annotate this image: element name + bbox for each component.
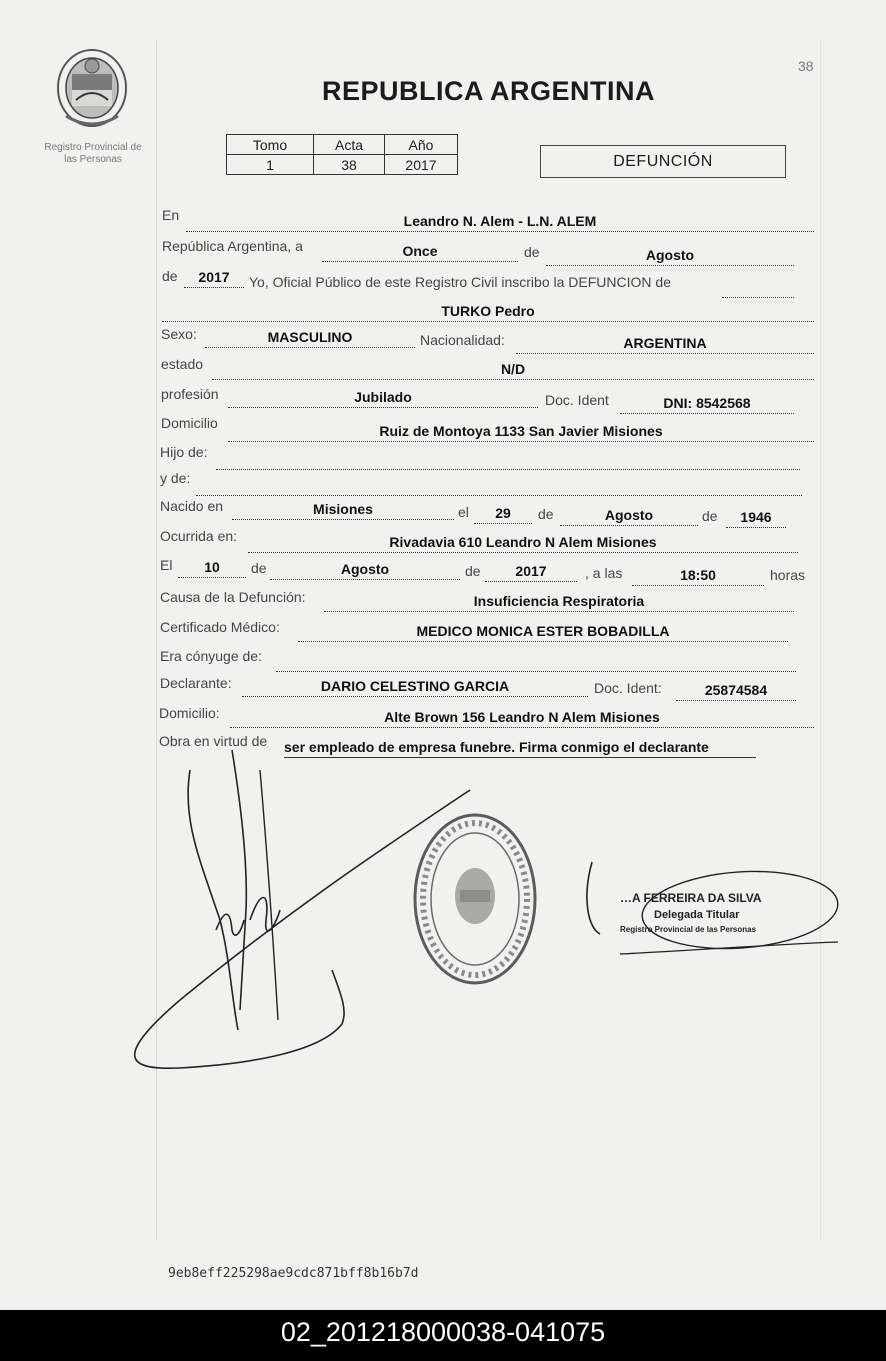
el2-label: El [160, 557, 173, 573]
nacionalidad-label: Nacionalidad: [420, 332, 505, 348]
doc2-value: 25874584 [676, 681, 796, 701]
ocurrida-label: Ocurrida en: [160, 528, 238, 544]
y-de-label: y de: [160, 470, 191, 486]
header-anio: Año [385, 135, 458, 155]
horas-label: horas [770, 567, 806, 583]
a-las-label: , a las [585, 565, 623, 581]
ocurrida-value: Rivadavia 610 Leandro N Alem Misiones [248, 533, 798, 553]
oficial-text: Yo, Oficial Público de este Registro Civil inscribo la DEFUNCION de [249, 274, 671, 290]
profesion-value: Jubilado [228, 388, 538, 408]
certificado-label: Certificado Médico: [160, 619, 280, 635]
domicilio2-value: Alte Brown 156 Leandro N Alem Misiones [230, 708, 814, 728]
anio-value: 2017 [184, 268, 244, 288]
nacido-value: Misiones [232, 500, 454, 520]
header-acta: Acta [314, 135, 385, 155]
def-anio: 2017 [485, 562, 577, 582]
doc-value: DNI: 8542568 [620, 394, 794, 414]
nacido-label: Nacido en [160, 498, 224, 514]
def-hora: 18:50 [632, 566, 764, 586]
record-type-box: DEFUNCIÓN [540, 145, 786, 178]
profesion-label: profesión [161, 386, 219, 402]
sexo-value: MASCULINO [205, 328, 415, 348]
def-mes: Agosto [270, 560, 460, 580]
domicilio-value: Ruiz de Montoya 1133 San Javier Misiones [228, 422, 814, 442]
delegate-signature-icon [580, 858, 842, 962]
estado-value: N/D [212, 360, 814, 380]
de-label-3: de [538, 506, 554, 522]
doc-label: Doc. Ident [545, 392, 609, 408]
conyuge-label: Era cónyuge de: [160, 648, 262, 664]
hijo-label: Hijo de: [160, 444, 208, 460]
file-id-bar: 02_201218000038-041075 [0, 1310, 886, 1361]
document-hash: 9eb8eff225298ae9cdc871bff8b16b7d [168, 1266, 419, 1281]
record-table [226, 134, 458, 175]
dia-value: Once [322, 242, 518, 262]
conyuge-value [276, 652, 796, 672]
stamp-line3: Registro Provincial de las Personas [620, 925, 757, 934]
defuncion-de-blank [722, 278, 794, 298]
domicilio2-label: Domicilio: [159, 705, 220, 721]
value-acta: 38 [314, 155, 385, 175]
coat-of-arms-icon [52, 46, 132, 130]
estado-label: estado [161, 356, 204, 372]
nac-dia: 29 [474, 504, 532, 524]
nacionalidad-value: ARGENTINA [516, 334, 814, 354]
obra-value: ser empleado de empresa funebre. Firma conmigo el declarante [284, 738, 756, 758]
causa-label: Causa de la Defunción: [160, 589, 306, 605]
en-label: En [162, 207, 180, 223]
sexo-label: Sexo: [161, 326, 197, 342]
declarante-label: Declarante: [160, 675, 232, 691]
stamp-line1: …A FERREIRA DA SILVA [620, 891, 762, 905]
el-label: el [458, 504, 469, 520]
page-title: REPUBLICA ARGENTINA [322, 76, 655, 106]
domicilio-label: Domicilio [161, 415, 218, 431]
value-anio: 2017 [385, 155, 458, 175]
nac-mes: Agosto [560, 506, 698, 526]
registry-caption [30, 142, 156, 166]
causa-value: Insuficiencia Respiratoria [324, 592, 794, 612]
stamp-line2: Delegada Titular [654, 909, 740, 921]
registry-caption-line2: las Personas [64, 154, 122, 165]
declarante-value: DARIO CELESTINO GARCIA [242, 677, 588, 697]
de-label-5: de [251, 560, 267, 576]
nombre-value: TURKO Pedro [162, 302, 814, 322]
de-label-6: de [465, 563, 481, 579]
doc2-label: Doc. Ident: [594, 680, 662, 696]
hijo-value [216, 450, 800, 470]
registry-caption-line1: Registro Provincial de [44, 142, 142, 153]
certificado-value: MEDICO MONICA ESTER BOBADILLA [298, 622, 788, 642]
def-dia: 10 [178, 558, 246, 578]
en-value: Leandro N. Alem - L.N. ALEM [186, 212, 814, 232]
value-tomo: 1 [227, 155, 314, 175]
republica-label: República Argentina, a [162, 238, 303, 254]
page-number: 38 [798, 58, 814, 74]
obra-label: Obra en virtud de [159, 733, 268, 749]
de-label-1: de [524, 244, 540, 260]
nac-anio: 1946 [726, 508, 786, 528]
header-tomo: Tomo [227, 135, 314, 155]
page-edge [820, 40, 821, 1240]
mes-value: Agosto [546, 246, 794, 266]
official-seal-icon [408, 808, 542, 990]
de-label-4: de [702, 508, 718, 524]
y-de-value [196, 476, 802, 496]
de-label-2: de [162, 268, 178, 284]
